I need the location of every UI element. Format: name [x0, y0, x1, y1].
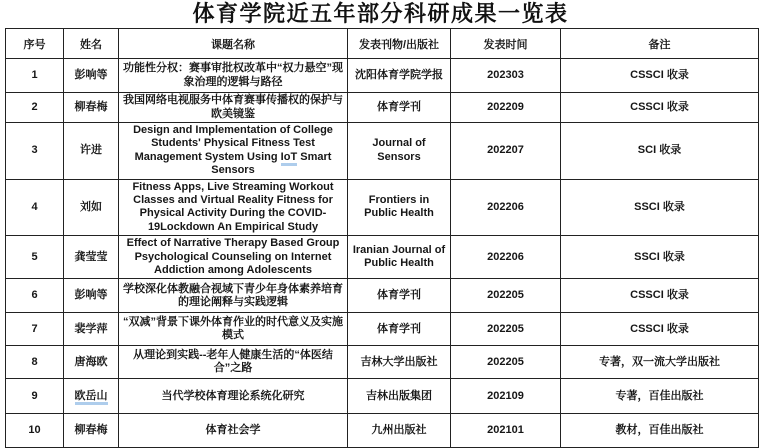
- cell-no: 2: [6, 93, 64, 123]
- cell-journal: 吉林出版集团: [348, 379, 451, 414]
- cell-no: 8: [6, 346, 64, 379]
- column-header-journal: 发表刊物/出版社: [348, 29, 451, 59]
- table-row: [6, 346, 759, 379]
- cell-title: 学校深化体教融合视域下青少年身体素养培育的理论阐释与实践逻辑: [119, 279, 348, 313]
- cell-note: SCI 收录: [561, 123, 759, 180]
- cell-date: 202109: [451, 379, 561, 414]
- cell-journal: 体育学刊: [348, 313, 451, 346]
- column-header-no: 序号: [6, 29, 64, 59]
- header-row: [6, 29, 759, 59]
- cell-no: 9: [6, 379, 64, 414]
- cell-name: 龚莹莹: [64, 236, 119, 279]
- cell-name: 许进: [64, 123, 119, 180]
- cell-journal: Journal of Sensors: [348, 123, 451, 180]
- cell-name: 柳春梅: [64, 93, 119, 123]
- spellcheck-underline: 欧岳山: [75, 390, 108, 405]
- cell-name: 柳春梅: [64, 414, 119, 448]
- cell-note: 专著，百佳出版社: [561, 379, 759, 414]
- cell-no: 6: [6, 279, 64, 313]
- cell-journal: Iranian Journal of Public Health: [348, 236, 451, 279]
- cell-note: CSSCI 收录: [561, 313, 759, 346]
- column-header-note: 备注: [561, 29, 759, 59]
- cell-note: CSSCI 收录: [561, 93, 759, 123]
- cell-title: Effect of Narrative Therapy Based Group Psychological Counseling on Internet Addiction among Adolescents: [119, 236, 348, 279]
- table-body: [6, 59, 759, 448]
- cell-note: CSSCI 收录: [561, 279, 759, 313]
- table-row: [6, 279, 759, 313]
- cell-date: 202303: [451, 59, 561, 93]
- column-header-name: 姓名: [64, 29, 119, 59]
- cell-date: 202206: [451, 179, 561, 236]
- cell-date: 202205: [451, 313, 561, 346]
- cell-title: 当代学校体育理论系统化研究: [119, 379, 348, 414]
- cell-note: CSSCI 收录: [561, 59, 759, 93]
- cell-title: Design and Implementation of College Students' Physical Fitness Test Management System Using IoT Smart Sensors: [119, 123, 348, 180]
- cell-title: 功能性分权：赛事审批权改革中“权力悬空”现象治理的逻辑与路径: [119, 59, 348, 93]
- cell-no: 4: [6, 179, 64, 236]
- table-row: [6, 93, 759, 123]
- spellcheck-underline: IoT: [281, 151, 298, 166]
- cell-no: 3: [6, 123, 64, 180]
- column-header-date: 发表时间: [451, 29, 561, 59]
- cell-no: 1: [6, 59, 64, 93]
- cell-date: 202206: [451, 236, 561, 279]
- cell-title: “双减”背景下课外体育作业的时代意义及实施模式: [119, 313, 348, 346]
- cell-journal: 体育学刊: [348, 93, 451, 123]
- cell-name: 裴学萍: [64, 313, 119, 346]
- cell-name: 彭响等: [64, 59, 119, 93]
- cell-journal: 吉林大学出版社: [348, 346, 451, 379]
- cell-name: [64, 379, 119, 414]
- cell-title: 我国网络电视服务中体育赛事传播权的保护与欧美镜鉴: [119, 93, 348, 123]
- cell-journal: Frontiers in Public Health: [348, 179, 451, 236]
- table-row: [6, 236, 759, 279]
- cell-title: 体育社会学: [119, 414, 348, 448]
- table-row: [6, 59, 759, 93]
- cell-note: SSCI 收录: [561, 236, 759, 279]
- cell-note: 专著，双一流大学出版社: [561, 346, 759, 379]
- cell-no: 7: [6, 313, 64, 346]
- cell-date: 202207: [451, 123, 561, 180]
- cell-no: 5: [6, 236, 64, 279]
- cell-date: 202205: [451, 346, 561, 379]
- cell-date: 202209: [451, 93, 561, 123]
- cell-name: 唐海欧: [64, 346, 119, 379]
- table-row: [6, 414, 759, 448]
- table-row: [6, 313, 759, 346]
- table-row: [6, 179, 759, 236]
- cell-date: 202205: [451, 279, 561, 313]
- column-header-title: 课题名称: [119, 29, 348, 59]
- page-title: 体育学院近五年部分科研成果一览表: [192, 1, 569, 26]
- table-row: [6, 379, 759, 414]
- cell-title: 从理论到实践--老年人健康生活的“体医结合”之路: [119, 346, 348, 379]
- cell-journal: 沈阳体育学院学报: [348, 59, 451, 93]
- cell-date: 202101: [451, 414, 561, 448]
- research-results-table: [5, 28, 759, 448]
- table-header: [6, 29, 759, 59]
- cell-journal: 体育学刊: [348, 279, 451, 313]
- cell-note: 教材，百佳出版社: [561, 414, 759, 448]
- cell-title: Fitness Apps, Live Streaming Workout Classes and Virtual Reality Fitness for Physical Activity During the COVID-19Lockdown An Empirical Study: [119, 179, 348, 236]
- cell-name: 彭响等: [64, 279, 119, 313]
- cell-note: SSCI 收录: [561, 179, 759, 236]
- cell-name: 刘如: [64, 179, 119, 236]
- table-row: [6, 123, 759, 180]
- cell-journal: 九州出版社: [348, 414, 451, 448]
- cell-no: 10: [6, 414, 64, 448]
